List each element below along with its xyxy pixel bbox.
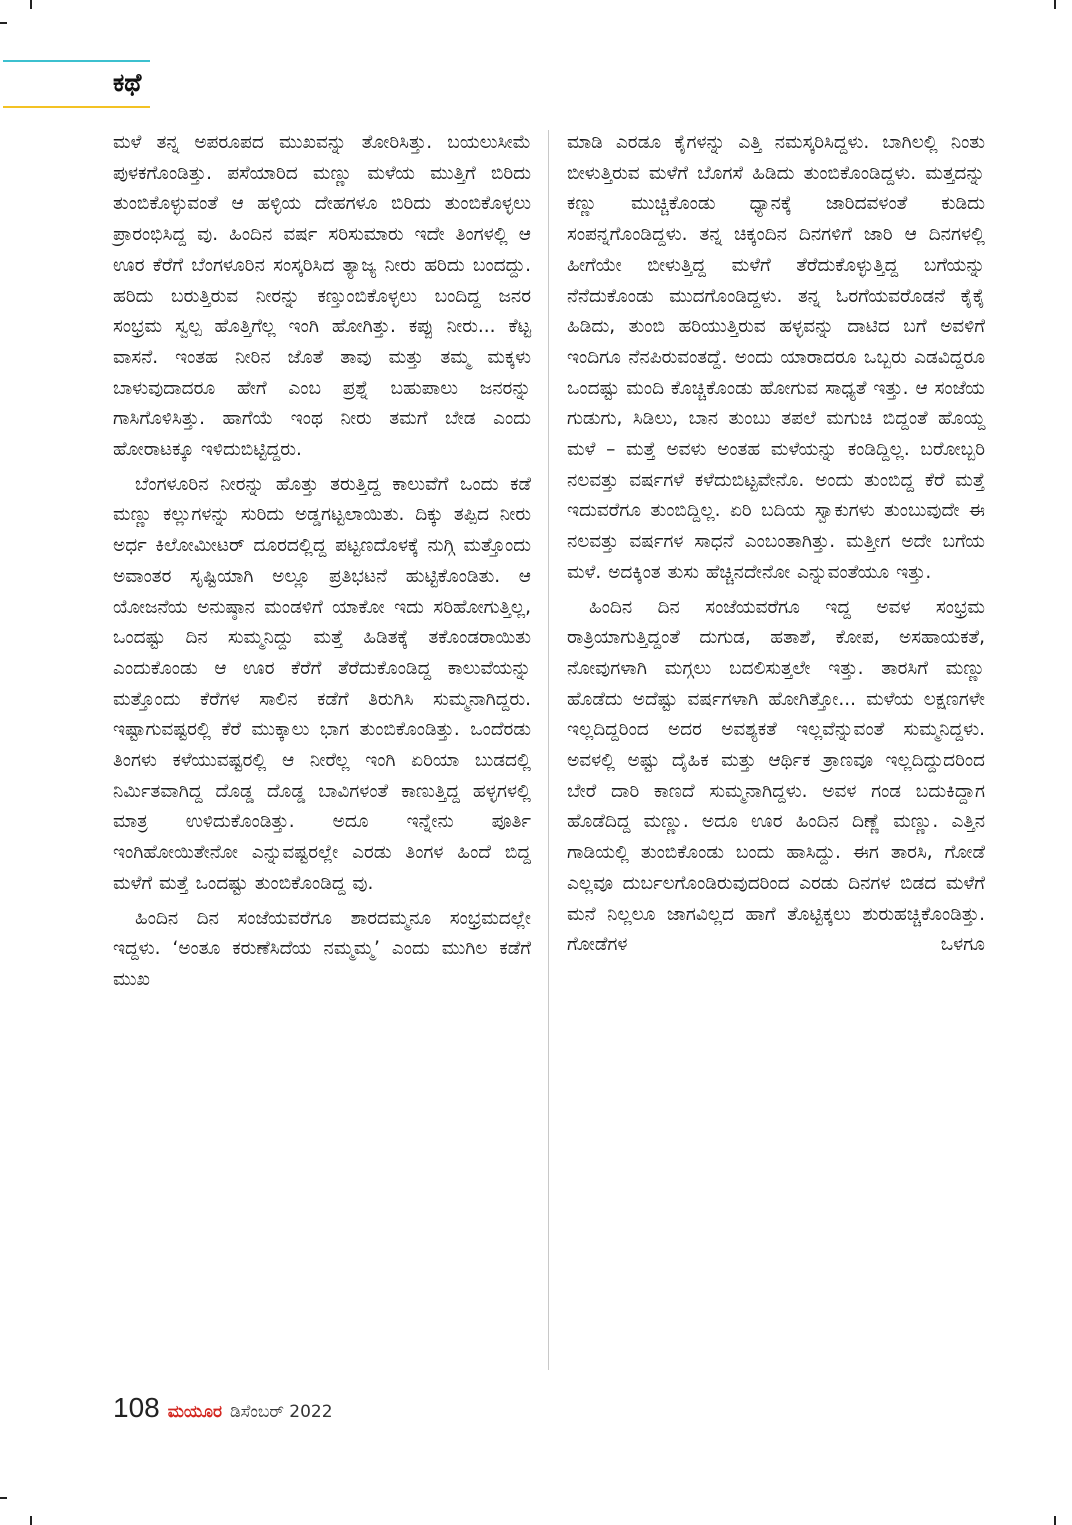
paragraph: ಮಳೆ ತನ್ನ ಅಪರೂಪದ ಮುಖವನ್ನು ತೋರಿಸಿತ್ತು. ಬಯಲುಸೀಮೆ ಪುಳಕಗೊಂಡಿತ್ತು. ಪಸೆಯಾರಿದ ಮಣ್ಣು ಮಳೆಯ ಮುತ್ತಿಗೆ ಬಿರಿದು ತುಂಬಿಕೊಳ್ಳುವಂತೆ ಆ ಹಳ್ಳಿಯ ದೇಹಗಳೂ ಬಿರಿದು ತುಂಬಿಕೊಳ್ಳಲು ಪ್ರಾರಂಭಿಸಿದ್ದ ವು. ಹಿಂದಿನ ವರ್ಷ ಸರಿಸುಮಾರು ಇದೇ ತಿಂಗಳಲ್ಲಿ ಆ ಊರ ಕೆರೆಗೆ ಬೆಂಗಳೂರಿನ ಸಂಸ್ಕರಿಸಿದ ತ್ಯಾಜ್ಯ ನೀರು ಹರಿದು ಬಂದದ್ದು. ಹರಿದು ಬರುತ್ತಿರುವ ನೀರನ್ನು ಕಣ್ತುಂಬಿಕೊಳ್ಳಲು ಬಂದಿದ್ದ ಜನರ ಸಂಭ್ರಮ ಸ್ವಲ್ಪ ಹೊತ್ತಿಗೆಲ್ಲ ಇಂಗಿ ಹೋಗಿತ್ತು. ಕಪ್ಪು ನೀರು... ಕೆಟ್ಟ ವಾಸನೆ. ಇಂತಹ ನೀರಿನ ಜೊತೆ ತಾವು ಮತ್ತು ತಮ್ಮ ಮಕ್ಕಳು ಬಾಳುವುದಾದರೂ ಹೇಗೆ ಎಂಬ ಪ್ರಶ್ನೆ ಬಹುಪಾಲು ಜನರನ್ನು ಗಾಸಿಗೊಳಿಸಿತ್ತು. ಹಾಗೆಯೆ ಇಂಥ ನೀರು ತಮಗೆ ಬೇಡ ಎಂದು ಹೋರಾಟಕ್ಕೂ ಇಳಿದುಬಿಟ್ಟಿದ್ದರು.	[113, 132, 531, 461]
crop-mark	[0, 1497, 7, 1499]
issue-date: ಡಿಸೆಂಬರ್ 2022	[229, 1402, 333, 1422]
crop-mark	[0, 22, 7, 24]
crop-mark	[1054, 0, 1056, 9]
section-title: ಕಥೆ	[113, 68, 142, 97]
paragraph: ಹಿಂದಿನ ದಿನ ಸಂಜೆಯವರೆಗೂ ಇದ್ದ ಅವಳ ಸಂಭ್ರಮ ರಾತ್ರಿಯಾಗುತ್ತಿದ್ದಂತೆ ದುಗುಡ, ಹತಾಶೆ, ಕೋಪ, ಅಸಹಾಯಕತೆ, ನೋವುಗಳಾಗಿ ಮಗ್ಗಲು ಬದಲಿಸುತ್ತಲೇ ಇತ್ತು. ತಾರಸಿಗೆ ಮಣ್ಣು ಹೊಡೆದು ಅದೆಷ್ಟು ವರ್ಷಗಳಾಗಿ ಹೋಗಿತ್ತೋ... ಮಳೆಯ ಲಕ್ಷಣಗಳೇ ಇಲ್ಲದಿದ್ದರಿಂದ ಅದರ ಅವಶ್ಯಕತೆ ಇಲ್ಲವೆನ್ನುವಂತೆ ಸುಮ್ಮನಿದ್ದಳು. ಅವಳಲ್ಲಿ ಅಷ್ಟು ದೈಹಿಕ ಮತ್ತು ಆರ್ಥಿಕ ತ್ರಾಣವೂ ಇಲ್ಲದಿದ್ದುದರಿಂದ ಬೇರೆ ದಾರಿ ಕಾಣದೆ ಸುಮ್ಮನಾಗಿದ್ದಳು. ಅವಳ ಗಂಡ ಬದುಕಿದ್ದಾಗ ಹೊಡೆದಿದ್ದ ಮಣ್ಣು. ಅದೂ ಊರ ಹಿಂದಿನ ದಿಣ್ಣೆ ಮಣ್ಣು. ಎತ್ತಿನ ಗಾಡಿಯಲ್ಲಿ ತುಂಬಿಕೊಂಡು ಬಂದು ಹಾಸಿದ್ದು. ಈಗ ತಾರಸಿ, ಗೋಡೆ ಎಲ್ಲವೂ ದುರ್ಬಲಗೊಂಡಿರುವುದರಿಂದ ಎರಡು ದಿನಗಳ ಬಿಡದ ಮಳೆಗೆ ಮನೆ ನಿಲ್ಲಲೂ ಜಾಗವಿಲ್ಲದ ಹಾಗೆ ತೊಟ್ಟಿಕ್ಕಲು ಶುರುಹಚ್ಚಿಕೊಂಡಿತ್ತು. ಗೋಡೆಗಳ ಒಳಗೂ	[567, 596, 985, 956]
paragraph: ಹಿಂದಿನ ದಿನ ಸಂಜೆಯವರೆಗೂ ಶಾರದಮ್ಮನೂ ಸಂಭ್ರಮದಲ್ಲೇ ಇದ್ದಳು. ‘ಅಂತೂ ಕರುಣೆಸಿದೆಯ ನಮ್ಮಮ್ಮ’ ಎಂದು ಮುಗಿಲ ಕಡೆಗೆ ಮುಖ	[113, 907, 531, 990]
section-rule-top	[3, 60, 150, 62]
section-rule-bottom	[3, 106, 150, 108]
article-column-right	[567, 128, 985, 961]
article-column-left	[113, 128, 531, 996]
column-divider	[548, 130, 549, 1370]
paragraph: ಮಾಡಿ ಎರಡೂ ಕೈಗಳನ್ನು ಎತ್ತಿ ನಮಸ್ಕರಿಸಿದ್ದಳು. ಬಾಗಿಲಲ್ಲಿ ನಿಂತು ಬೀಳುತ್ತಿರುವ ಮಳೆಗೆ ಬೊಗಸೆ ಹಿಡಿದು ತುಂಬಿಕೊಂಡಿದ್ದಳು. ಮತ್ತದನ್ನು ಕಣ್ಣು ಮುಚ್ಚಿಕೊಂಡು ಧ್ಯಾನಕ್ಕೆ ಜಾರಿದವಳಂತೆ ಕುಡಿದು ಸಂಪನ್ನಗೊಂಡಿದ್ದಳು. ತನ್ನ ಚಿಕ್ಕಂದಿನ ದಿನಗಳಿಗೆ ಜಾರಿ ಆ ದಿನಗಳಲ್ಲಿ ಹೀಗೆಯೇ ಬೀಳುತ್ತಿದ್ದ ಮಳೆಗೆ ತೆರೆದುಕೊಳ್ಳುತ್ತಿದ್ದ ಬಗೆಯನ್ನು ನೆನೆದುಕೊಂಡು ಮುದಗೊಂಡಿದ್ದಳು. ತನ್ನ ಓರಗೆಯವರೊಡನೆ ಕೈಕೈ ಹಿಡಿದು, ತುಂಬಿ ಹರಿಯುತ್ತಿರುವ ಹಳ್ಳವನ್ನು ದಾಟಿದ ಬಗೆ ಅವಳಿಗೆ ಇಂದಿಗೂ ನೆನಪಿರುವಂತದ್ದೆ. ಅಂದು ಯಾರಾದರೂ ಒಬ್ಬರು ಎಡವಿದ್ದರೂ ಒಂದಷ್ಟು ಮಂದಿ ಕೊಚ್ಚಿಕೊಂಡು ಹೋಗುವ ಸಾಧ್ಯತೆ ಇತ್ತು. ಆ ಸಂಜೆಯ ಗುಡುಗು, ಸಿಡಿಲು, ಬಾನ ತುಂಬು ತಪಲೆ ಮಗುಚಿ ಬಿದ್ದಂತೆ ಹೊಯ್ದ ಮಳೆ – ಮತ್ತೆ ಅವಳು ಅಂತಹ ಮಳೆಯನ್ನು ಕಂಡಿದ್ದಿಲ್ಲ. ಬರೋಬ್ಬರಿ ನಲವತ್ತು ವರ್ಷಗಳೆ ಕಳೆದುಬಿಟ್ಟವೇನೊ. ಅಂದು ತುಂಬಿದ್ದ ಕೆರೆ ಮತ್ತೆ ಇದುವರೆಗೂ ತುಂಬಿದ್ದಿಲ್ಲ. ಏರಿ ಬದಿಯ ಸ್ವಾಕುಗಳು ತುಂಬುವುದೇ ಈ ನಲವತ್ತು ವರ್ಷಗಳ ಸಾಧನೆ ಎಂಬಂತಾಗಿತ್ತು. ಮತ್ತೀಗ ಅದೇ ಬಗೆಯ ಮಳೆ. ಅದಕ್ಕಿಂತ ತುಸು ಹೆಚ್ಚಿನದೇನೋ ಎನ್ನುವಂತೆಯೂ ಇತ್ತು.	[567, 132, 985, 583]
crop-mark	[30, 0, 32, 9]
paragraph: ಬೆಂಗಳೂರಿನ ನೀರನ್ನು ಹೊತ್ತು ತರುತ್ತಿದ್ದ ಕಾಲುವೆಗೆ ಒಂದು ಕಡೆ ಮಣ್ಣು ಕಲ್ಲುಗಳನ್ನು ಸುರಿದು ಅಡ್ಡಗಟ್ಟಲಾಯಿತು. ದಿಕ್ಕು ತಪ್ಪಿದ ನೀರು ಅರ್ಧ ಕಿಲೋಮೀಟರ್ ದೂರದಲ್ಲಿದ್ದ ಪಟ್ಟಣದೊಳಕ್ಕೆ ನುಗ್ಗಿ ಮತ್ತೊಂದು ಅವಾಂತರ ಸೃಷ್ಟಿಯಾಗಿ ಅಲ್ಲೂ ಪ್ರತಿಭಟನೆ ಹುಟ್ಟಿಕೊಂಡಿತು. ಆ ಯೋಜನೆಯ ಅನುಷ್ಠಾನ ಮಂಡಳಿಗೆ ಯಾಕೋ ಇದು ಸರಿಹೋಗುತ್ತಿಲ್ಲ, ಒಂದಷ್ಟು ದಿನ ಸುಮ್ಮನಿದ್ದು ಮತ್ತೆ ಹಿಡಿತಕ್ಕೆ ತಕೊಂಡರಾಯಿತು ಎಂದುಕೊಂಡು ಆ ಊರ ಕೆರೆಗೆ ತೆರೆದುಕೊಂಡಿದ್ದ ಕಾಲುವೆಯನ್ನು ಮತ್ತೊಂದು ಕೆರೆಗಳ ಸಾಲಿನ ಕಡೆಗೆ ತಿರುಗಿಸಿ ಸುಮ್ಮನಾಗಿದ್ದರು. ಇಷ್ಟಾಗುವಷ್ಟರಲ್ಲಿ ಕೆರೆ ಮುಕ್ಕಾಲು ಭಾಗ ತುಂಬಿಕೊಂಡಿತ್ತು. ಒಂದೆರಡು ತಿಂಗಳು ಕಳೆಯುವಷ್ಟರಲ್ಲಿ ಆ ನೀರೆಲ್ಲ ಇಂಗಿ ಏರಿಯಾ ಬುಡದಲ್ಲಿ ನಿರ್ಮಿತವಾಗಿದ್ದ ದೊಡ್ಡ ದೊಡ್ಡ ಬಾವಿಗಳಂತೆ ಕಾಣುತ್ತಿದ್ದ ಹಳ್ಳಗಳಲ್ಲಿ ಮಾತ್ರ ಉಳಿದುಕೊಂಡಿತ್ತು. ಅದೂ ಇನ್ನೇನು ಪೂರ್ತಿ ಇಂಗಿಹೋಯಿತೇನೋ ಎನ್ನುವಷ್ಟರಲ್ಲೇ ಎರಡು ತಿಂಗಳ ಹಿಂದೆ ಬಿದ್ದ ಮಳೆಗೆ ಮತ್ತೆ ಒಂದಷ್ಟು ತುಂಬಿಕೊಂಡಿದ್ದ ವು.	[113, 473, 531, 894]
crop-mark	[30, 1516, 32, 1525]
page-number: 108	[113, 1392, 160, 1423]
magazine-name: ಮಯೂರ	[167, 1402, 222, 1422]
page-footer	[113, 1392, 333, 1424]
crop-mark	[1054, 1516, 1056, 1525]
